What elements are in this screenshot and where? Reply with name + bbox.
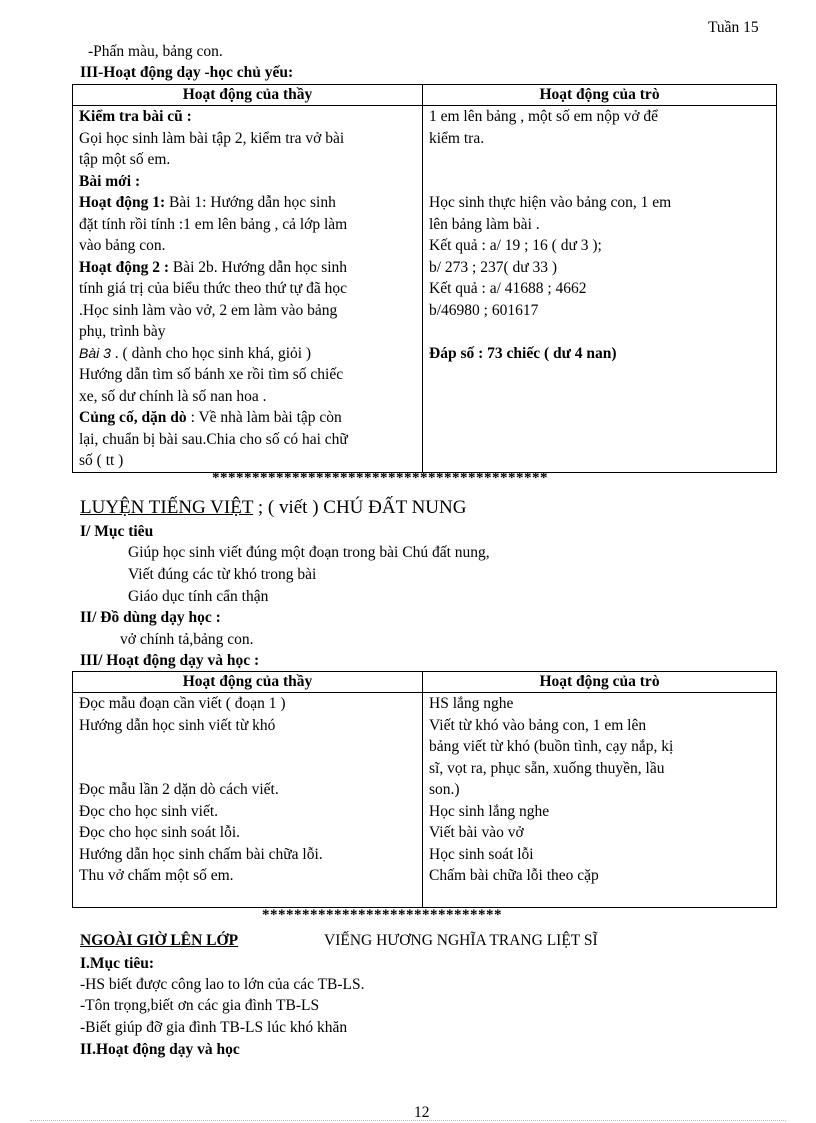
- section2-tools-heading: II/ Đồ dùng dạy học :: [80, 609, 221, 626]
- cell-line: Hướng dẫn học sinh viết từ khó: [79, 716, 276, 734]
- cell-line: [429, 300, 770, 322]
- section3-title-rest: VIẾNG HƯƠNG NGHĨA TRANG LIỆT SĨ: [324, 932, 598, 949]
- cell-text: .Học sinh làm vào vở, 2 em làm vào bảng: [79, 301, 338, 319]
- student-activities-cell: [423, 106, 777, 473]
- cell-line: [429, 149, 770, 171]
- section2-goal-3: Giáo dục tính cẩn thận: [128, 588, 269, 605]
- section2-tools: vở chính tả,bảng con.: [120, 631, 254, 648]
- cell-text: Bài 2b. Hướng dẫn học sinh: [169, 258, 348, 276]
- section2-goal-2: Viết đúng các từ khó trong bài: [128, 566, 317, 583]
- cell-text: lên bảng làm bài .: [429, 215, 540, 233]
- section3-goal-1: -HS biết được công lao to lớn của các TB-LS.: [80, 976, 365, 993]
- separator-stars-2: ******************************: [262, 907, 502, 923]
- cell-line: [429, 321, 770, 343]
- activities-heading-1: III-Hoạt động dạy -học chủ yếu:: [80, 64, 294, 81]
- cell-text: . ( dành cho học sinh khá, giỏi ): [110, 344, 312, 362]
- cell-line: [79, 278, 416, 300]
- cell-line: [79, 106, 416, 128]
- cell-text: Học sinh thực hiện vào bảng con, 1 em: [429, 194, 672, 211]
- cell-line: [429, 128, 770, 150]
- cell-line: HS lắng nghe: [429, 695, 514, 712]
- cell-text: b/ 273 ; 237( dư 33 ): [429, 258, 558, 276]
- cell-line: Hướng dẫn học sinh chấm bài chữa lỗi.: [79, 845, 323, 863]
- cell-line: bảng viết từ khó (buồn tình, cạy nắp, kị: [429, 738, 674, 755]
- separator-stars-1: ******************************************: [212, 470, 548, 486]
- section3-goal-3: -Biết giúp đỡ gia đình TB-LS lúc khó khăn: [80, 1019, 348, 1036]
- cell-bold-text: Củng cố, dặn dò: [79, 409, 187, 426]
- section3-title-underlined: NGOÀI GIỜ LÊN LỚP: [80, 932, 239, 949]
- cell-line: Đọc cho học sinh soát lỗi.: [79, 824, 241, 841]
- col-student-header-2: Hoạt động của trò: [423, 672, 777, 693]
- cell-text: kiểm tra.: [429, 129, 485, 147]
- section2-title-main: LUYỆN TIẾNG VIỆT: [80, 497, 254, 518]
- cell-line: [429, 235, 770, 257]
- section3-goal-2: -Tôn trọng,biết ơn các gia đình TB-LS: [80, 997, 320, 1014]
- cell-line: [79, 429, 416, 451]
- cell-line: [79, 235, 416, 257]
- cell-italic-text: Bài 3: [79, 344, 111, 361]
- cell-line: Đọc cho học sinh viết.: [79, 802, 219, 820]
- cell-line: [79, 149, 416, 171]
- student-activities-cell-2: [423, 693, 777, 908]
- cell-line: [79, 257, 416, 279]
- cell-line: [79, 192, 416, 214]
- cell-line: [429, 257, 770, 279]
- section2-activities-heading: III/ Hoạt động dạy và học :: [80, 652, 260, 669]
- cell-line: Viết từ khó vào bảng con, 1 em lên: [429, 716, 647, 734]
- cell-line: [429, 192, 770, 214]
- cell-text: Gọi học sinh làm bài tập 2, kiểm tra vở bài: [79, 129, 345, 147]
- page-number: 12: [414, 1104, 430, 1121]
- cell-line: [79, 128, 416, 150]
- section3-goal-heading: I.Mục tiêu:: [80, 955, 155, 972]
- cell-text: Hướng dẫn tìm số bánh xe rồi tìm số chiếc: [79, 366, 344, 383]
- cell-text: xe, số dư chính là số nan hoa .: [79, 387, 267, 405]
- lesson-table-2: [72, 671, 777, 908]
- cell-line: [429, 214, 770, 236]
- lesson-table-1: [72, 84, 777, 473]
- cell-text: : Về nhà làm bài tập còn: [186, 409, 342, 426]
- cell-text: tính giá trị của biểu thức theo thứ tự đã học: [79, 280, 347, 297]
- cell-line: Viết bài vào vở: [429, 824, 524, 841]
- cell-line: [429, 171, 770, 193]
- cell-text: vào bảng con.: [79, 237, 166, 254]
- cell-bold-text: Đáp số : 73 chiếc ( dư 4 nan): [429, 344, 617, 362]
- cell-text: lại, chuẩn bị bài sau.Chia cho số có hai chữ: [79, 430, 348, 448]
- section3-activities-heading: II.Hoạt động dạy và học: [80, 1041, 240, 1058]
- section2-title-rest: ; ( viết ) CHÚ ĐẤT NUNG: [253, 497, 467, 518]
- teacher-activities-cell-2: [73, 693, 423, 908]
- cell-text: Kết quả : a/ 19 ; 16 ( dư 3 );: [429, 237, 602, 254]
- cell-line: [429, 278, 770, 300]
- cell-line: [429, 106, 770, 128]
- cell-line: Thu vở chấm một số em.: [79, 867, 234, 884]
- week-label: Tuần 15: [708, 19, 759, 36]
- cell-text: đặt tính rồi tính :1 em lên bảng , cả lớp làm: [79, 215, 348, 233]
- cell-text: phụ, trình bày: [79, 323, 166, 340]
- cell-line: [79, 386, 416, 408]
- col-student-header: Hoạt động của trò: [423, 85, 777, 106]
- section2-goal-heading: I/ Mục tiêu: [80, 523, 154, 540]
- cell-line: Học sinh lắng nghe: [429, 802, 550, 820]
- cell-line: [79, 364, 416, 386]
- cell-line: [429, 343, 770, 365]
- cell-text: Kết quả : a/ 41688 ; 4662: [429, 280, 587, 297]
- cell-line: [79, 171, 416, 193]
- section3-title-main: [80, 930, 238, 951]
- cell-bold-text: Hoạt động 1:: [79, 194, 166, 211]
- cell-line: [79, 736, 416, 758]
- materials-line: -Phấn màu, bảng con.: [88, 43, 223, 60]
- col-teacher-header: Hoạt động của thầy: [73, 85, 423, 106]
- cell-text: b/46980 ; 601617: [429, 301, 539, 319]
- cell-bold-text: Kiểm tra bài cũ :: [79, 108, 192, 125]
- cell-line: [79, 450, 416, 472]
- cell-text: số ( tt ): [79, 452, 124, 469]
- cell-line: sĩ, vọt ra, phục sẵn, xuống thuyền, lầu: [429, 759, 665, 777]
- cell-line: [79, 758, 416, 780]
- cell-line: son.): [429, 781, 460, 798]
- cell-line: Học sinh soát lỗi: [429, 845, 534, 863]
- cell-line: Đọc mẫu lần 2 dặn dò cách viết.: [79, 781, 279, 798]
- cell-line: [79, 321, 416, 343]
- cell-text: 1 em lên bảng , một số em nộp vở để: [429, 108, 659, 125]
- section2-title: [80, 495, 466, 521]
- cell-line: [79, 214, 416, 236]
- cell-line: [79, 300, 416, 322]
- cell-text: Bài 1: Hướng dẫn học sinh: [165, 194, 336, 211]
- col-teacher-header-2: Hoạt động của thầy: [73, 672, 423, 693]
- cell-line: [79, 407, 416, 429]
- teacher-activities-cell: [73, 106, 423, 473]
- cell-text: tập một số em.: [79, 151, 171, 168]
- cell-line: Đọc mẫu đoạn cần viết ( đoạn 1 ): [79, 695, 286, 712]
- cell-line: Chấm bài chữa lỗi theo cặp: [429, 867, 599, 884]
- cell-bold-text: Hoạt động 2 :: [79, 258, 169, 276]
- page-divider: [30, 1120, 786, 1121]
- section2-goal-1: Giúp học sinh viết đúng một đoạn trong bài Chú đất nung,: [128, 544, 490, 561]
- cell-bold-text: Bài mới :: [79, 172, 141, 190]
- cell-line: [79, 343, 416, 365]
